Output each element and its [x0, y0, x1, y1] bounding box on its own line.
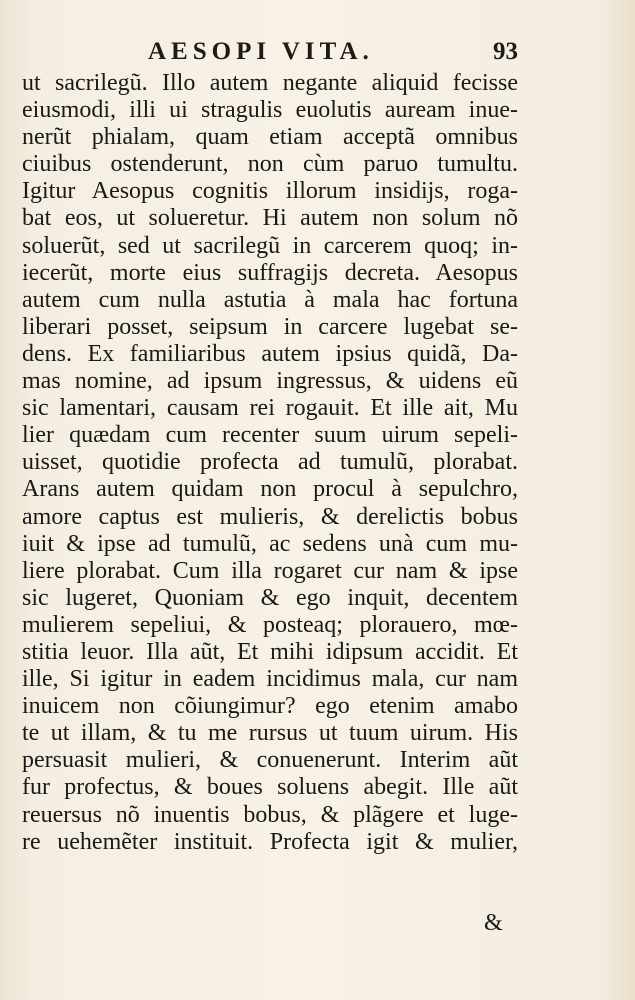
text-line: Igitur Aesopus cognitis illorum insidijs, roga-	[22, 178, 518, 205]
text-line: stitia leuor. Illa aũt, Et mihi idipsum accidit. Et	[22, 638, 518, 665]
page-number: 93	[493, 38, 518, 65]
catchword: &	[484, 910, 503, 936]
text-line: liere plorabat. Cum illa rogaret cur nam & ipse	[22, 557, 518, 584]
text-line: re uehemẽter instituit. Profecta igit & mulier,	[22, 828, 518, 855]
body-text	[22, 70, 518, 856]
text-line: mas nomine, ad ipsum ingressus, & uidens eũ	[22, 368, 518, 395]
text-line: inuicem non cõiungimur? ego etenim amabo	[22, 693, 518, 720]
text-line: amore captus est mulieris, & derelictis bobus	[22, 503, 518, 530]
text-line: reuersus nõ inuentis bobus, & plãgere et luge-	[22, 801, 518, 828]
text-line: Arans autem quidam non procul à sepulchro,	[22, 476, 518, 503]
text-line: ut sacrilegũ. Illo autem negante aliquid fecisse	[22, 70, 518, 96]
text-line: ciuibus ostenderunt, non cùm paruo tumultu.	[22, 151, 518, 178]
text-line: mulierem sepeliui, & posteaq; plorauero, mœ-	[22, 611, 518, 638]
text-line: autem cum nulla astutia à mala hac fortuna	[22, 286, 518, 313]
text-line: nerũt phialam, quam etiam acceptã omnibus	[22, 124, 518, 151]
running-title: AESOPI VITA.	[148, 38, 374, 65]
text-line: soluerũt, sed ut sacrilegũ in carcerem quoq; in-	[22, 232, 518, 259]
text-line: uisset, quotidie profecta ad tumulũ, plorabat.	[22, 449, 518, 476]
text-line: eiusmodi, illi ui stragulis euolutis auream inue-	[22, 97, 518, 124]
text-line: sic lugeret, Quoniam & ego inquit, decentem	[22, 584, 518, 611]
text-line: dens. Ex familiaribus autem ipsius quidã, Da-	[22, 340, 518, 367]
text-line: lier quædam cum recenter suum uirum sepeli-	[22, 422, 518, 449]
text-line: iuit & ipse ad tumulũ, ac sedens unà cum mu-	[22, 530, 518, 557]
text-line: persuasit mulieri, & conuenerunt. Interim aũt	[22, 747, 518, 774]
text-line: iecerũt, morte eius suffragijs decreta. Aesopus	[22, 259, 518, 286]
text-line: fur profectus, & boues soluens abegit. Ille aũt	[22, 774, 518, 801]
page-header	[148, 38, 528, 66]
text-line: liberari posset, seipsum in carcere lugebat se-	[22, 313, 518, 340]
text-line: bat eos, ut solueretur. Hi autem non solum nõ	[22, 205, 518, 232]
text-line: sic lamentari, causam rei rogauit. Et ille ait, Mu	[22, 395, 518, 422]
text-line: te ut illam, & tu me rursus ut tuum uirum. His	[22, 720, 518, 747]
text-line: ille, Si igitur in eadem incidimus mala, cur nam	[22, 666, 518, 693]
